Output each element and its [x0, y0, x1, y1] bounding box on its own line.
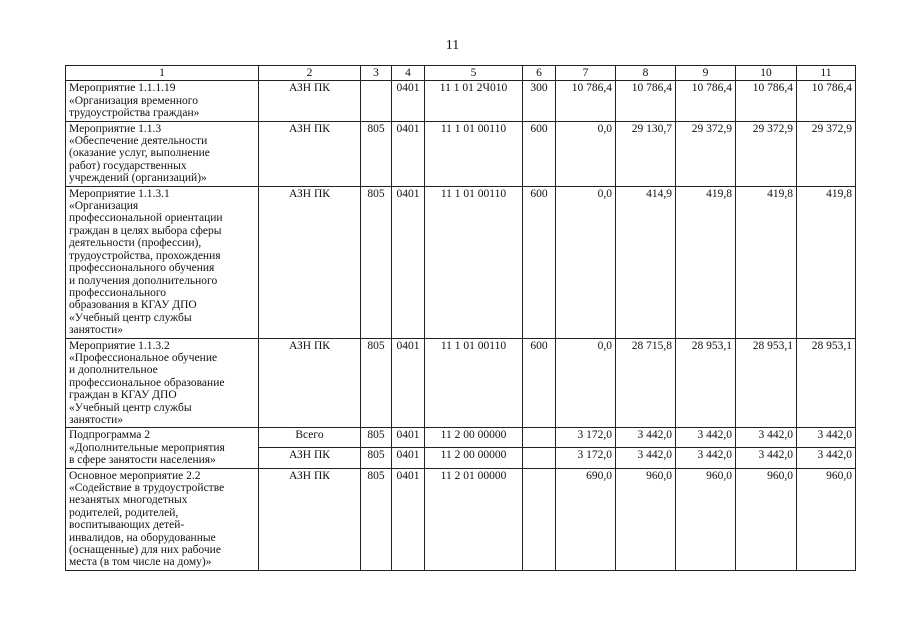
- column-header: 1: [66, 66, 259, 81]
- csr-cell: 11 2 00 00000: [425, 448, 523, 468]
- table-row: [66, 186, 856, 338]
- administrator-cell: АЗН ПК: [259, 338, 361, 428]
- vr-cell: [523, 468, 556, 570]
- row-description: Мероприятие 1.1.3.1 «Организация профессиональной ориентации граждан в целях выбора сферы деятельности (профессии), трудоустройства, прохождения профессионального обучения и получения дополнительного профессионального образования в КГАУ ДПО «Учебный центр службы занятости»: [66, 186, 259, 338]
- value-cell-8: 960,0: [616, 468, 676, 570]
- administrator-cell: АЗН ПК: [259, 448, 361, 468]
- page-number: 11: [445, 38, 460, 53]
- grbs-cell: [361, 81, 392, 121]
- vr-cell: 600: [523, 186, 556, 338]
- rzpr-cell: 0401: [392, 186, 425, 338]
- column-header: 8: [616, 66, 676, 81]
- value-cell-11: 3 442,0: [797, 428, 856, 448]
- value-cell-7: 0,0: [556, 338, 616, 428]
- row-description: Подпрограмма 2 «Дополнительные мероприятия в сфере занятости населения»: [66, 428, 259, 468]
- value-cell-11: 419,8: [797, 186, 856, 338]
- csr-cell: 11 2 01 00000: [425, 468, 523, 570]
- value-cell-8: 28 715,8: [616, 338, 676, 428]
- column-header: 3: [361, 66, 392, 81]
- csr-cell: 11 1 01 00110: [425, 186, 523, 338]
- value-cell-7: 3 172,0: [556, 448, 616, 468]
- table-row: [66, 121, 856, 186]
- value-cell-10: 960,0: [736, 468, 797, 570]
- value-cell-9: 3 442,0: [676, 448, 736, 468]
- vr-cell: 600: [523, 338, 556, 428]
- value-cell-10: 29 372,9: [736, 121, 797, 186]
- row-description: Мероприятие 1.1.1.19 «Организация временного трудоустройства граждан»: [66, 81, 259, 121]
- row-description: Мероприятие 1.1.3 «Обеспечение деятельности (оказание услуг, выполнение работ) государственных учреждений (организаций)»: [66, 121, 259, 186]
- table-row: [66, 468, 856, 570]
- value-cell-9: 3 442,0: [676, 428, 736, 448]
- value-cell-8: 29 130,7: [616, 121, 676, 186]
- column-header: 6: [523, 66, 556, 81]
- value-cell-10: 3 442,0: [736, 448, 797, 468]
- grbs-cell: 805: [361, 428, 392, 448]
- value-cell-8: 10 786,4: [616, 81, 676, 121]
- value-cell-11: 29 372,9: [797, 121, 856, 186]
- value-cell-7: 690,0: [556, 468, 616, 570]
- value-cell-8: 414,9: [616, 186, 676, 338]
- value-cell-9: 10 786,4: [676, 81, 736, 121]
- vr-cell: [523, 428, 556, 448]
- vr-cell: 600: [523, 121, 556, 186]
- csr-cell: 11 1 01 00110: [425, 338, 523, 428]
- table-row: [66, 428, 856, 448]
- value-cell-11: 960,0: [797, 468, 856, 570]
- grbs-cell: 805: [361, 468, 392, 570]
- grbs-cell: 805: [361, 186, 392, 338]
- value-cell-7: 3 172,0: [556, 428, 616, 448]
- administrator-cell: АЗН ПК: [259, 468, 361, 570]
- column-header: 10: [736, 66, 797, 81]
- csr-cell: 11 1 01 00110: [425, 121, 523, 186]
- grbs-cell: 805: [361, 338, 392, 428]
- value-cell-11: 28 953,1: [797, 338, 856, 428]
- value-cell-11: 3 442,0: [797, 448, 856, 468]
- column-header: 2: [259, 66, 361, 81]
- grbs-cell: 805: [361, 121, 392, 186]
- value-cell-7: 0,0: [556, 121, 616, 186]
- value-cell-10: 10 786,4: [736, 81, 797, 121]
- table-row: [66, 338, 856, 428]
- value-cell-9: 960,0: [676, 468, 736, 570]
- table-header-row: [66, 66, 856, 81]
- value-cell-9: 419,8: [676, 186, 736, 338]
- administrator-cell: АЗН ПК: [259, 121, 361, 186]
- value-cell-9: 28 953,1: [676, 338, 736, 428]
- column-header: 9: [676, 66, 736, 81]
- rzpr-cell: 0401: [392, 338, 425, 428]
- value-cell-10: 3 442,0: [736, 428, 797, 448]
- value-cell-7: 0,0: [556, 186, 616, 338]
- administrator-cell: АЗН ПК: [259, 81, 361, 121]
- value-cell-10: 28 953,1: [736, 338, 797, 428]
- column-header: 4: [392, 66, 425, 81]
- csr-cell: 11 2 00 00000: [425, 428, 523, 448]
- value-cell-10: 419,8: [736, 186, 797, 338]
- vr-cell: [523, 448, 556, 468]
- csr-cell: 11 1 01 2Ч010: [425, 81, 523, 121]
- rzpr-cell: 0401: [392, 428, 425, 448]
- column-header: 7: [556, 66, 616, 81]
- value-cell-9: 29 372,9: [676, 121, 736, 186]
- rzpr-cell: 0401: [392, 121, 425, 186]
- administrator-cell: Всего: [259, 428, 361, 448]
- value-cell-8: 3 442,0: [616, 448, 676, 468]
- rzpr-cell: 0401: [392, 468, 425, 570]
- grbs-cell: 805: [361, 448, 392, 468]
- rzpr-cell: 0401: [392, 448, 425, 468]
- vr-cell: 300: [523, 81, 556, 121]
- value-cell-8: 3 442,0: [616, 428, 676, 448]
- row-description: Мероприятие 1.1.3.2 «Профессиональное обучение и дополнительное профессиональное образование граждан в КГАУ ДПО «Учебный центр службы занятости»: [66, 338, 259, 428]
- rzpr-cell: 0401: [392, 81, 425, 121]
- column-header: 11: [797, 66, 856, 81]
- value-cell-11: 10 786,4: [797, 81, 856, 121]
- budget-table: [65, 65, 856, 571]
- row-description: Основное мероприятие 2.2 «Содействие в трудоустройстве незанятых многодетных родителей, родителей, воспитывающих детей- инвалидов, на оборудованные (оснащенные) для них рабочие места (в том числе на дому)»: [66, 468, 259, 570]
- table-row: [66, 81, 856, 121]
- value-cell-7: 10 786,4: [556, 81, 616, 121]
- column-header: 5: [425, 66, 523, 81]
- administrator-cell: АЗН ПК: [259, 186, 361, 338]
